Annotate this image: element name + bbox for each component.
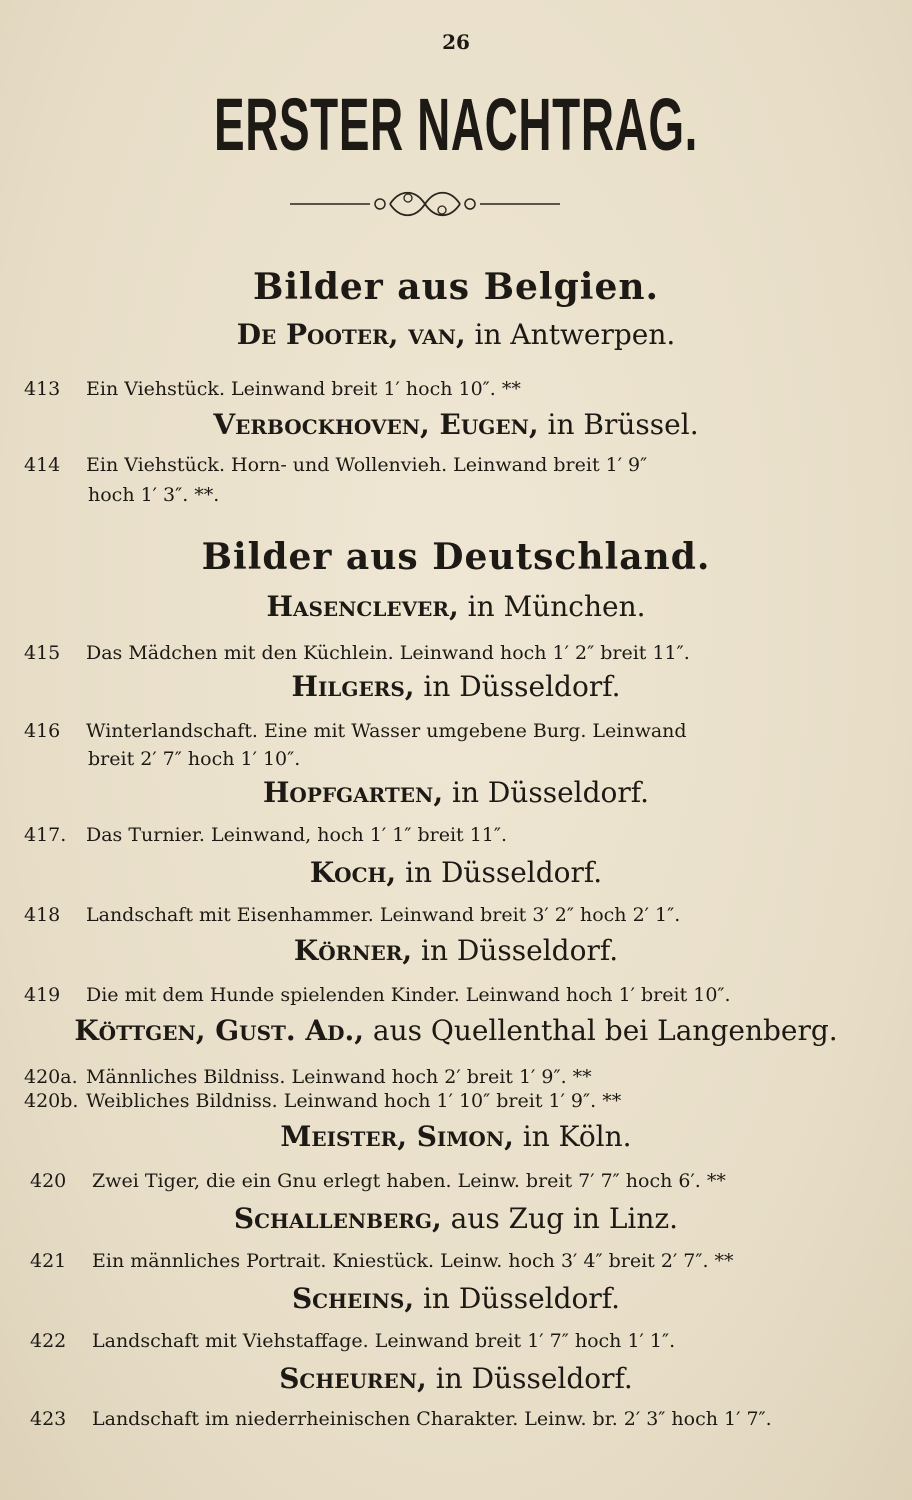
artist-name: Scheins,: [291, 1282, 415, 1315]
entry-text: Weibliches Bildniss. Leinwand hoch 1′ 10″ breit 1′ 9″. **: [86, 1090, 622, 1112]
ornament-divider-icon: [290, 184, 560, 224]
entry-number: 415: [24, 642, 61, 664]
artist-place: in Düsseldorf.: [422, 1282, 621, 1315]
artist-place: in Antwerpen.: [474, 318, 676, 351]
catalog-entry: [24, 450, 647, 480]
artist-heading-scheuren: [0, 1362, 912, 1395]
entry-text: Zwei Tiger, die ein Gnu erlegt haben. Leinw. breit 7′ 7″ hoch 6′. **: [92, 1170, 726, 1192]
artist-heading-scheins: [0, 1282, 912, 1315]
entry-number: 422: [30, 1330, 67, 1352]
artist-heading-verbockhoven: [0, 408, 912, 441]
artist-heading-pooter: [0, 318, 912, 351]
entry-number: 414: [24, 454, 61, 476]
entry-number: 419: [24, 984, 61, 1006]
entry-text: Das Mädchen mit den Küchlein. Leinwand hoch 1′ 2″ breit 11″.: [86, 642, 690, 664]
entry-number: 418: [24, 904, 61, 926]
catalog-entry: [30, 1326, 675, 1356]
artist-heading-schallenberg: [0, 1202, 912, 1235]
artist-name: Scheuren,: [279, 1362, 427, 1395]
artist-heading-hilgers: [0, 670, 912, 703]
artist-name: Köttgen, Gust. Ad.,: [74, 1014, 364, 1047]
entry-continuation: hoch 1′ 3″. **.: [88, 484, 220, 506]
artist-place: aus Quellenthal bei Langenberg.: [372, 1014, 838, 1047]
entry-number: 423: [30, 1408, 67, 1430]
catalog-entry: [30, 1404, 772, 1434]
artist-name: De Pooter, van,: [236, 318, 466, 351]
artist-place: in Brüssel.: [547, 408, 699, 441]
catalog-entry: [24, 374, 521, 404]
entry-text: Landschaft im niederrheinischen Charakter. Leinw. br. 2′ 3″ hoch 1′ 7″.: [92, 1408, 772, 1430]
entry-text: Ein Viehstück. Horn- und Wollenvieh. Leinwand breit 1′ 9″: [86, 454, 648, 476]
entry-text: Männliches Bildniss. Leinwand hoch 2′ breit 1′ 9″. **: [86, 1066, 592, 1088]
artist-name: Körner,: [293, 934, 413, 967]
artist-place: aus Zug in Linz.: [450, 1202, 679, 1235]
artist-heading-meister: [0, 1120, 912, 1153]
entry-text: Die mit dem Hunde spielenden Kinder. Leinwand hoch 1′ breit 10″.: [86, 984, 731, 1006]
artist-place: in Düsseldorf.: [451, 776, 650, 809]
artist-name: Hasenclever,: [266, 590, 459, 623]
artist-heading-koerner: [0, 934, 912, 967]
artist-place: in Düsseldorf.: [421, 934, 619, 967]
entry-number: 420: [30, 1170, 67, 1192]
catalog-entry: [24, 820, 507, 850]
artist-heading-koettgen: [0, 1014, 912, 1047]
catalog-entry: [24, 980, 731, 1010]
artist-name: Verbockhoven, Eugen,: [213, 408, 539, 441]
artist-heading-koch: [0, 856, 912, 889]
entry-text: Landschaft mit Viehstaffage. Leinwand breit 1′ 7″ hoch 1′ 1″.: [92, 1330, 676, 1352]
entry-number: 420a.: [24, 1066, 78, 1088]
entry-text: Ein Viehstück. Leinwand breit 1′ hoch 10″. **: [86, 378, 521, 400]
catalog-entry: [24, 716, 687, 746]
artist-place: in München.: [467, 590, 646, 623]
artist-name: Hilgers,: [291, 670, 415, 703]
artist-heading-hasenclever: [0, 590, 912, 623]
catalog-entry: [30, 1166, 726, 1196]
section-heading-belgien: Bilder aus Belgien.: [252, 266, 660, 308]
artist-name: Hopfgarten,: [262, 776, 444, 809]
entry-text: Winterlandschaft. Eine mit Wasser umgebene Burg. Leinwand: [86, 720, 687, 742]
section-heading-deutschland: Bilder aus Deutschland.: [201, 536, 711, 578]
entry-continuation: breit 2′ 7″ hoch 1′ 10″.: [88, 748, 301, 770]
entry-text: Landschaft mit Eisenhammer. Leinwand breit 3′ 2″ hoch 2′ 1″.: [86, 904, 681, 926]
artist-name: Koch,: [309, 856, 397, 889]
page-number: 26: [442, 30, 470, 54]
entry-number: 416: [24, 720, 61, 742]
catalog-entry: [24, 638, 690, 668]
page-title: ERSTER NACHTRAG.: [213, 83, 699, 166]
catalog-entry: [30, 1246, 734, 1276]
entry-text: Das Turnier. Leinwand, hoch 1′ 1″ breit 11″.: [86, 824, 508, 846]
artist-heading-hopfgarten: [0, 776, 912, 809]
catalog-entry: [24, 1086, 621, 1116]
entry-text: Ein männliches Portrait. Kniestück. Leinw. hoch 3′ 4″ breit 2′ 7″. **: [92, 1250, 734, 1272]
artist-place: in Düsseldorf.: [435, 1362, 633, 1395]
artist-place: in Düsseldorf.: [423, 670, 621, 703]
entry-number: 413: [24, 378, 61, 400]
catalog-entry: [24, 900, 680, 930]
artist-name: Schallenberg,: [233, 1202, 442, 1235]
artist-name: Meister, Simon,: [280, 1120, 514, 1153]
entry-number: 421: [30, 1250, 67, 1272]
artist-place: in Düsseldorf.: [405, 856, 603, 889]
entry-number: 417.: [24, 824, 67, 846]
artist-place: in Köln.: [522, 1120, 632, 1153]
entry-number: 420b.: [24, 1090, 79, 1112]
